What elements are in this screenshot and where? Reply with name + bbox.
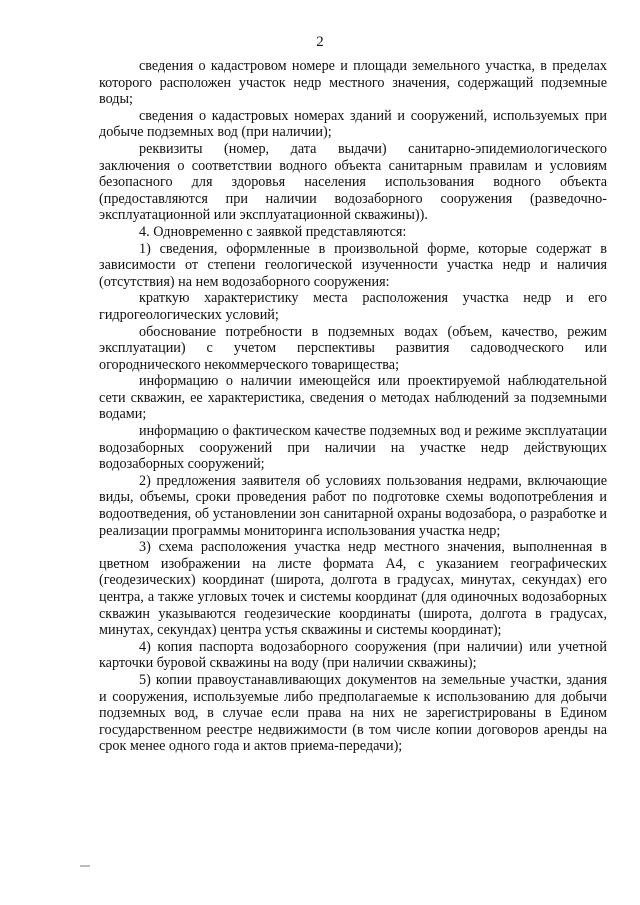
document-body [99,58,607,755]
paragraph-sanitary-conclusion: реквизиты (номер, дата выдачи) санитарно-эпидемиологического заключения о соответствии водного объекта санитарным правилам и условиям безопасного для здоровья населения использования водного объекта (предоставляются при наличии водозаборного сооружения (разведочно-эксплуатационной или эксплуатационной скважины)). [99,140,607,224]
paragraph-water-quality: информацию о фактическом качестве подземных вод и режиме эксплуатации водозаборных сооружений при наличии на участке недр действующих водозаборных сооружений; [99,423,607,473]
page-number: 2 [316,34,324,50]
paragraph-subitem-2: 2) предложения заявителя об условиях пользования недрами, включающие виды, объемы, сроки проведения работ по подготовке схемы водопотребления и водоотведения, об установлении зон санитарной охраны водозабора, о разработке и реализации программы мониторинга использования участка недр; [99,472,607,539]
paragraph-observation-network: информацию о наличии имеющейся или проектируемой наблюдательной сети скважин, ее характеристика, сведения о методах наблюдений за подземными водами; [99,373,607,423]
paragraph-item-4: 4. Одновременно с заявкой представляются: [139,223,407,240]
paragraph-subitem-1: 1) сведения, оформленные в произвольной форме, которые содержат в зависимости от степени геологической изученности участка недр и наличия (отсутствия) на нем водозаборного сооружения: [99,240,607,290]
paragraph-subitem-3: 3) схема расположения участка недр местного значения, выполненная в цветном изображении на листе формата А4, с указанием географических (геодезических) координат (широта, долгота в градусах, минутах, секундах) его центра, а также угловых точек и системы координат (для одиночных водозаборных скважин указываются геодезические координаты (широта, долгота в градусах, минутах, секундах) центра устья скважины и системы координат); [99,539,607,639]
paragraph-site-characteristic: краткую характеристику места расположения участка недр и его гидрогеологических условий; [99,290,607,323]
paragraph-cadastral-land: сведения о кадастровом номере и площади земельного участка, в пределах которого расположен участок недр местного значения, содержащий подземные воды; [99,58,607,108]
paragraph-subitem-5: 5) копии правоустанавливающих документов на земельные участки, здания и сооружения, используемые либо предполагаемые к использованию для добычи подземных вод, в случае если права на них не зарегистрированы в Едином государственном реестре недвижимости (в том числе копии договоров аренды на срок менее одного года и актов приема-передачи); [99,671,607,755]
paragraph-water-need: обоснование потребности в подземных водах (объем, качество, режим эксплуатации) с учетом перспективы развития садоводческого или огороднического некоммерческого товарищества; [99,323,607,373]
scan-mark [80,865,90,867]
paragraph-subitem-4: 4) копия паспорта водозаборного сооружения (при наличии) или учетной карточки буровой скважины на воду (при наличии скважины); [99,638,607,672]
paragraph-cadastral-buildings: сведения о кадастровых номерах зданий и сооружений, используемых при добыче подземных вод (при наличии); [99,107,607,141]
